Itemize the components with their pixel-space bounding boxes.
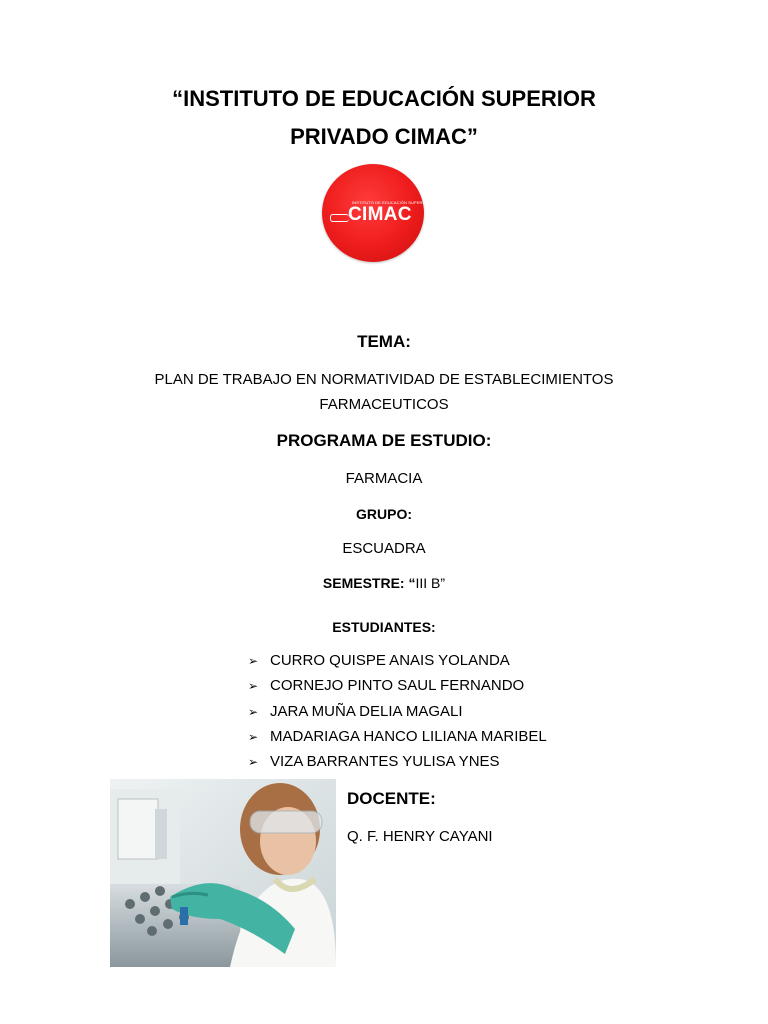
docente-value: Q. F. HENRY CAYANI	[347, 828, 493, 845]
semestre-line	[0, 575, 768, 591]
semestre-value: III B”	[415, 575, 446, 591]
semestre-label: SEMESTRE: “	[322, 575, 416, 591]
programa-value: FARMACIA	[345, 470, 423, 487]
arrow-bullet-icon: ➢	[248, 704, 259, 719]
logo-brand-text: CIMAC	[348, 204, 412, 225]
tema-label: TEMA:	[357, 332, 411, 351]
institution-title-line1: “INSTITUTO DE EDUCACIÓN SUPERIOR	[172, 86, 596, 111]
list-item	[248, 727, 547, 752]
arrow-bullet-icon: ➢	[248, 729, 259, 744]
lab-scientist-illustration	[110, 779, 336, 967]
logo-small-text: INSTITUTO DE EDUCACIÓN SUPERIOR	[352, 200, 430, 205]
student-list	[248, 651, 547, 777]
institution-title-line2: PRIVADO CIMAC”	[290, 124, 478, 149]
grupo-label: GRUPO:	[356, 506, 412, 522]
grupo-value: ESCUADRA	[342, 540, 426, 557]
student-name: JARA MUÑA DELIA MAGALI	[270, 702, 463, 720]
arrow-bullet-icon: ➢	[248, 679, 259, 694]
student-name: VIZA BARRANTES YULISA YNES	[270, 753, 500, 771]
lab-photo	[110, 779, 336, 967]
tema-line1: PLAN DE TRABAJO EN NORMATIVIDAD DE ESTABLECIMIENTOS	[154, 371, 614, 388]
student-name: CORNEJO PINTO SAUL FERNANDO	[270, 677, 525, 695]
docente-label: DOCENTE:	[347, 789, 436, 808]
list-item	[248, 702, 547, 727]
arrow-bullet-icon: ➢	[248, 654, 259, 668]
list-item	[248, 676, 547, 701]
list-item	[248, 752, 547, 777]
student-name: MADARIAGA HANCO LILIANA MARIBEL	[270, 727, 547, 745]
logo-swoosh-icon	[330, 214, 349, 222]
student-name: CURRO QUISPE ANAIS YOLANDA	[270, 652, 510, 669]
cimac-logo	[322, 164, 430, 262]
arrow-bullet-icon: ➢	[248, 755, 259, 770]
estudiantes-label: ESTUDIANTES:	[332, 619, 436, 635]
programa-label: PROGRAMA DE ESTUDIO:	[276, 431, 492, 450]
tema-line2: FARMACEUTICOS	[319, 396, 449, 413]
list-item	[248, 651, 547, 676]
